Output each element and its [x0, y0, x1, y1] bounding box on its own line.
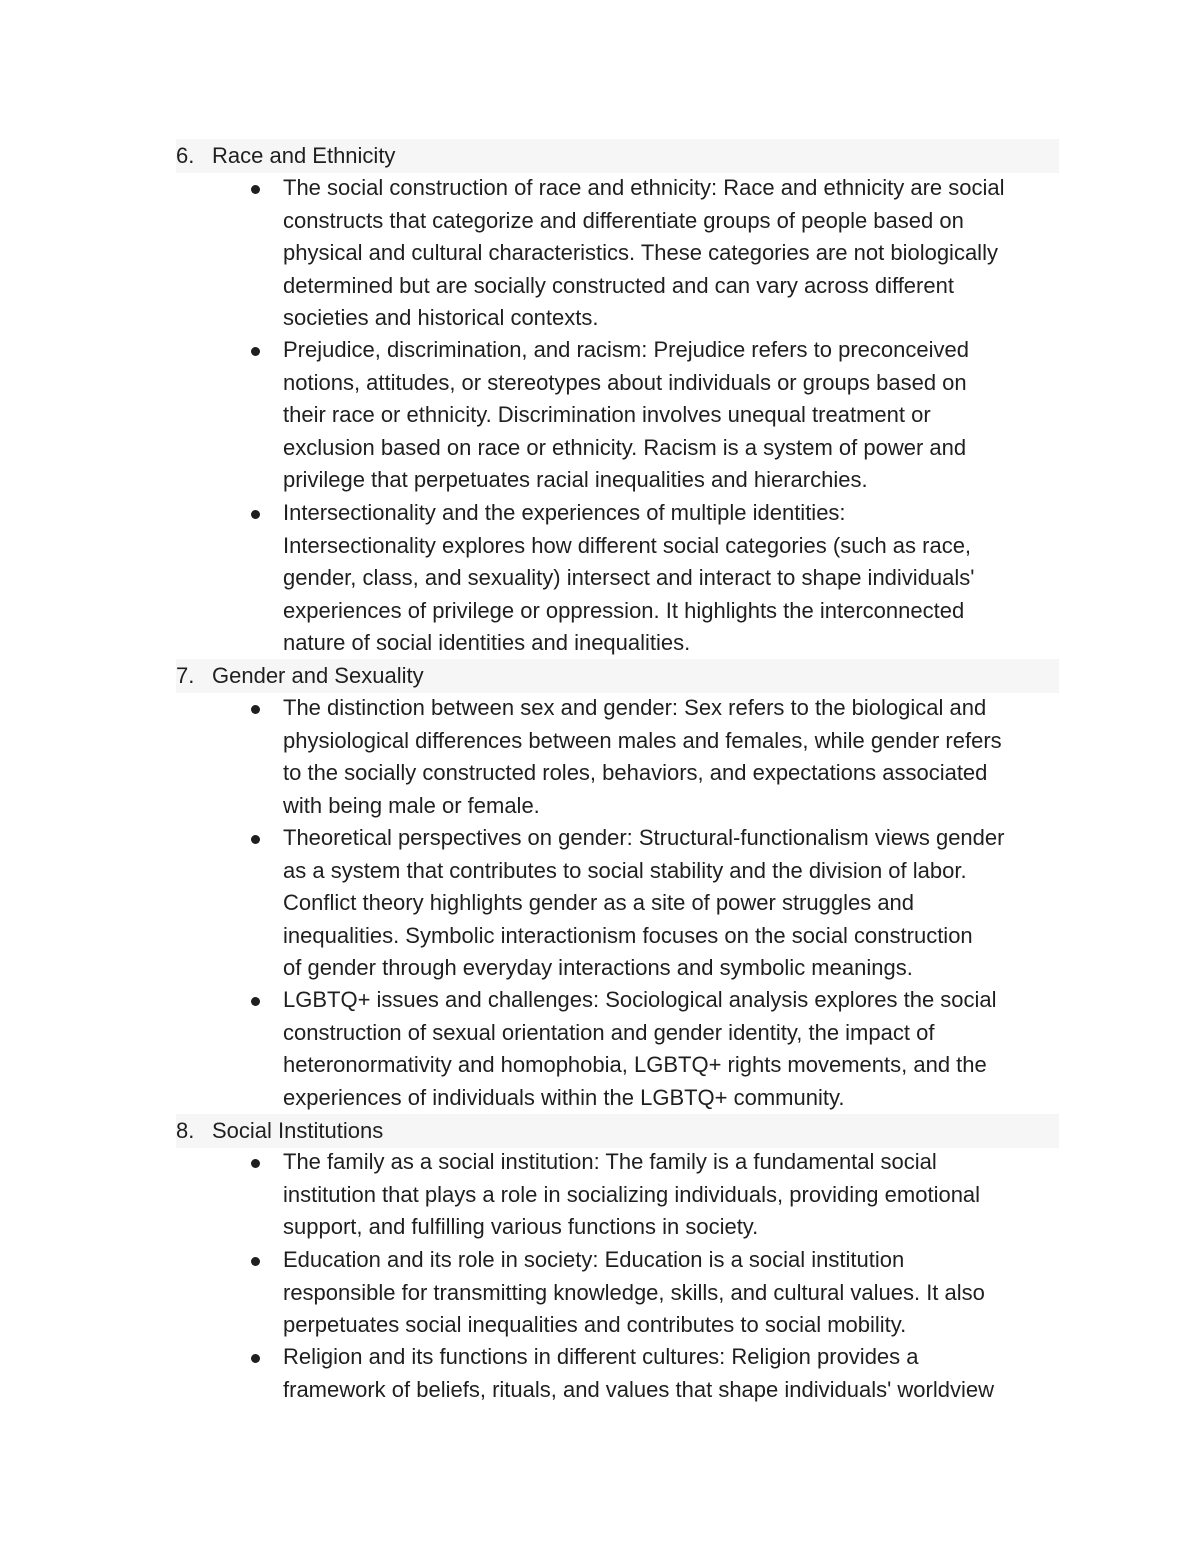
section-title: Gender and Sexuality: [212, 663, 424, 688]
text-line: LGBTQ+ issues and challenges: Sociological analysis explores the social: [283, 987, 997, 1012]
list-item: [283, 822, 1068, 985]
section-number: 6.: [176, 143, 195, 168]
section-heading: [176, 139, 1059, 173]
text-line: construction of sexual orientation and gender identity, the impact of: [283, 1019, 935, 1045]
list-item: [283, 172, 1068, 335]
bullet-icon: [251, 1159, 260, 1168]
text-line: framework of beliefs, rituals, and values that shape individuals' worldview: [283, 1376, 994, 1402]
bullet-icon: [251, 705, 260, 714]
text-line: privilege that perpetuates racial inequalities and hierarchies.: [283, 467, 868, 493]
text-line: The social construction of race and ethnicity: Race and ethnicity are social: [283, 175, 1005, 200]
bullet-icon: [251, 510, 260, 519]
text-line: constructs that categorize and differentiate groups of people based on: [283, 207, 964, 233]
text-line: physical and cultural characteristics. These categories are not biologically: [283, 240, 998, 266]
text-line: heteronormativity and homophobia, LGBTQ+ rights movements, and the: [283, 1052, 987, 1078]
text-line: experiences of individuals within the LGBTQ+ community.: [283, 1084, 845, 1110]
text-line: with being male or female.: [283, 792, 540, 818]
section-title: Social Institutions: [212, 1118, 384, 1143]
text-line: gender, class, and sexuality) intersect and interact to shape individuals': [283, 565, 975, 591]
section-title: Race and Ethnicity: [212, 143, 396, 168]
text-line: of gender through everyday interactions and symbolic meanings.: [283, 955, 913, 981]
text-line: Intersectionality and the experiences of multiple identities:: [283, 500, 846, 525]
text-line: exclusion based on race or ethnicity. Racism is a system of power and: [283, 434, 967, 460]
list-item: [283, 692, 1068, 822]
text-line: experiences of privilege or oppression. It highlights the interconnected: [283, 597, 965, 623]
list-item: [283, 1341, 1068, 1406]
text-line: Prejudice, discrimination, and racism: Prejudice refers to preconceived: [283, 337, 969, 362]
section-heading: [176, 659, 1059, 693]
text-line: to the socially constructed roles, behaviors, and expectations associated: [283, 760, 988, 786]
text-line: The family as a social institution: The family is a fundamental social: [283, 1149, 937, 1174]
text-line: inequalities. Symbolic interactionism focuses on the social construction: [283, 922, 973, 948]
bullet-icon: [251, 347, 260, 356]
text-line: responsible for transmitting knowledge, skills, and cultural values. It also: [283, 1279, 985, 1305]
text-line: Religion and its functions in different cultures: Religion provides a: [283, 1344, 919, 1369]
list-item: [283, 334, 1068, 497]
bullet-icon: [251, 185, 260, 194]
section-heading: [176, 1114, 1059, 1148]
list-item: [283, 1244, 1068, 1342]
text-line: as a system that contributes to social stability and the division of labor.: [283, 857, 967, 883]
text-line: their race or ethnicity. Discrimination involves unequal treatment or: [283, 402, 931, 428]
text-line: societies and historical contexts.: [283, 305, 599, 331]
text-line: notions, attitudes, or stereotypes about individuals or groups based on: [283, 369, 967, 395]
text-line: institution that plays a role in socializing individuals, providing emotional: [283, 1181, 981, 1207]
text-line: The distinction between sex and gender: Sex refers to the biological and: [283, 695, 987, 720]
bullet-icon: [251, 835, 260, 844]
text-line: nature of social identities and inequalities.: [283, 630, 691, 656]
bullet-icon: [251, 997, 260, 1006]
list-item: [283, 984, 1068, 1114]
bullet-icon: [251, 1354, 260, 1363]
list-item: [283, 497, 1068, 660]
text-line: Education and its role in society: Education is a social institution: [283, 1247, 905, 1272]
text-line: determined but are socially constructed and can vary across different: [283, 272, 954, 298]
list-item: [283, 1146, 1068, 1244]
section-number: 8.: [176, 1118, 195, 1143]
bullet-icon: [251, 1257, 260, 1266]
text-line: perpetuates social inequalities and contributes to social mobility.: [283, 1312, 907, 1338]
section-number: 7.: [176, 663, 195, 688]
text-line: Theoretical perspectives on gender: Structural-functionalism views gender: [283, 825, 1005, 850]
text-line: support, and fulfilling various functions in society.: [283, 1214, 759, 1240]
text-line: Intersectionality explores how different social categories (such as race,: [283, 532, 972, 558]
text-line: physiological differences between males and females, while gender refers: [283, 727, 1002, 753]
text-line: Conflict theory highlights gender as a site of power struggles and: [283, 890, 915, 916]
